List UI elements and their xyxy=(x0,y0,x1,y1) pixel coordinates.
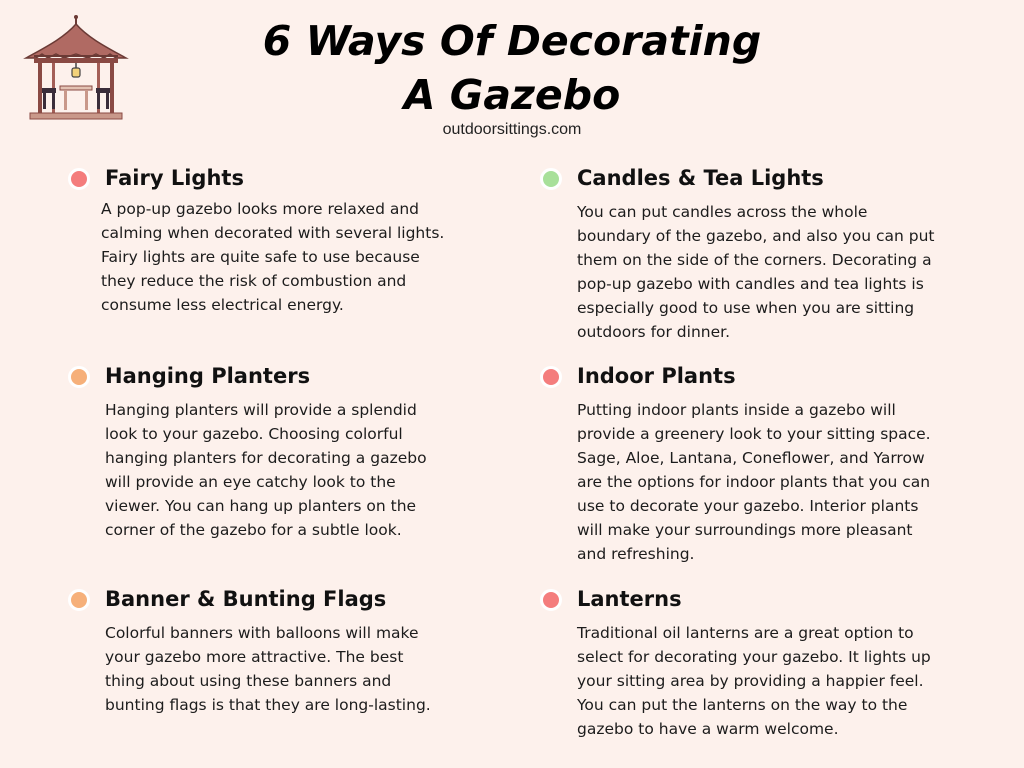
item-text: Hanging planters will provide a splendid look to your gazebo. Choosing colorful hanging planters for decorating a gazebo will provide an eye catchy look to the viewer. You can hang up planters on the corner of the gazebo for a subtle look. xyxy=(105,401,427,539)
item-text: Putting indoor plants inside a gazebo will provide a greenery look to your sitting space. Sage, Aloe, Lantana, Coneflower, and Yarrow are the options for indoor plants that you can use to decorate your gazebo. Interior plants will make your surroundings more pleasant and refreshing. xyxy=(577,401,931,563)
item-title: Lanterns xyxy=(577,587,682,611)
site-name: outdoorsittings.com xyxy=(442,121,582,138)
bullet-dot xyxy=(68,168,90,190)
bullet-dot xyxy=(68,589,90,611)
bullet-dot xyxy=(540,366,562,388)
item-title: Fairy Lights xyxy=(105,166,244,190)
page-title-line-1: 6 Ways Of Decorating xyxy=(262,17,762,65)
item-text: Colorful banners with balloons will make your gazebo more attractive. The best thing about using these banners and bunting flags is that they are long-lasting. xyxy=(105,624,431,714)
item-text: Traditional oil lanterns are a great option to select for decorating your gazebo. It lights up your sitting area by providing a happier feel. You can put the lanterns on the way to the gazebo to have a warm welcome. xyxy=(577,624,931,738)
bullet-dot xyxy=(540,168,562,190)
bullet-dot xyxy=(68,366,90,388)
item-title: Hanging Planters xyxy=(105,364,311,388)
item-text: You can put candles across the whole boundary of the gazebo, and also you can put them on the side of the corners. Decorating a pop-up gazebo with candles and tea lights is especially good to use when you are sitting outdoors for dinner. xyxy=(577,203,935,341)
page-title-line-2: A Gazebo xyxy=(403,71,621,119)
item-title: Banner & Bunting Flags xyxy=(105,587,387,611)
item-title: Indoor Plants xyxy=(577,364,736,388)
item-title: Candles & Tea Lights xyxy=(577,166,824,190)
bullet-dot xyxy=(540,589,562,611)
item-text: A pop-up gazebo looks more relaxed and calming when decorated with several lights. Fairy lights are quite safe to use because they reduce the risk of combustion and consume less electrical energy. xyxy=(101,200,445,314)
